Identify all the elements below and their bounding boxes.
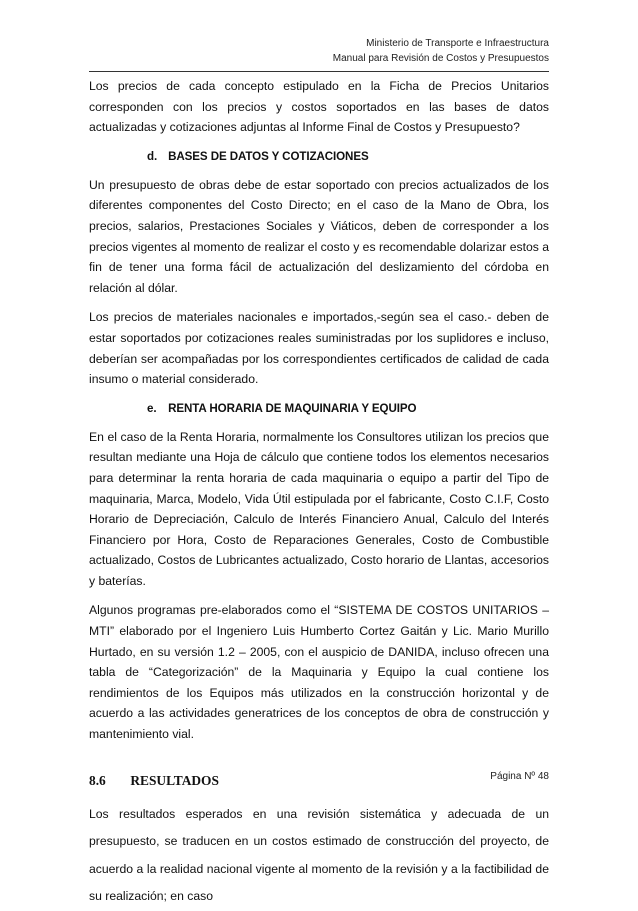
header-ministry: Ministerio de Transporte e Infraestructura [366, 38, 549, 49]
page-number: Página Nº 48 [490, 771, 549, 782]
subheading-title: RENTA HORARIA DE MAQUINARIA Y EQUIPO [168, 401, 417, 415]
section-title: RESULTADOS [130, 772, 219, 788]
section-number: 8.6 [89, 772, 106, 788]
subheading-letter: d. [147, 149, 158, 163]
subheading-letter: e. [147, 401, 157, 415]
subheading-bases-de-datos [89, 147, 549, 167]
section-heading-resultados [89, 771, 549, 791]
page-header [333, 36, 549, 66]
paragraph-programas: Algunos programas pre-elaborados como el “SISTEMA DE COSTOS UNITARIOS – MTI” elaborado por el Ingeniero Luis Humberto Cortez Gaitán y Lic. Mario Murillo Hurtado, en su versión 1.2 – 2005, con el auspicio de DANIDA, incluso ofrecen una tabla de “Categorización” de la Maquinaria y Equipo la cual contiene los rendimientos de los Equipos más utilizados en la construcción horizontal y de acuerdo a las actividades generatrices de los conceptos de obra de construcción y mantenimiento vial. [89, 603, 549, 742]
paragraph-precios-materiales: Los precios de materiales nacionales e importados,-según sea el caso.- deben de estar soportados por cotizaciones reales suministradas por los suplidores e incluso, deberían ser acompañadas por los correspondientes certificados de calidad de cada insumo o material considerado. [89, 310, 549, 387]
paragraph-precios-ficha: Los precios de cada concepto estipulado en la Ficha de Precios Unitarios corresponden con los precios y costos soportados en las bases de datos actualizadas y cotizaciones adjuntas al Informe Final de Costos y Presupuesto? [89, 79, 549, 135]
header-manual-title: Manual para Revisión de Costos y Presupuestos [332, 53, 549, 64]
paragraph-resultados: Los resultados esperados en una revisión sistemática y adecuada de un presupuesto, se traducen en un costos estimado de construcción del proyecto, de acuerdo a la realidad nacional vigente al momento de la revisión y a la factibilidad de su realización; en caso [89, 806, 549, 904]
header-divider [89, 71, 549, 72]
subheading-renta-horaria [89, 399, 549, 419]
paragraph-renta-horaria: En el caso de la Renta Horaria, normalmente los Consultores utilizan los precios que resultan mediante una Hoja de cálculo que contiene todos los elementos necesarios para determinar la renta horaria de cada maquinaria o equipo a partir del Tipo de maquinaria, Marca, Modelo, Vida Útil estipulada por el fabricante, Costo C.I.F, Costo Horario de Depreciación, Calculo de Interés Financiero Anual, Calculo del Interés Financiero por Hora, Costo de Reparaciones Generales, Costo de Combustible actualizado, Costos de Lubricantes actualizado, Costo horario de Llantas, accesorios y baterías. [89, 429, 549, 588]
subheading-title: BASES DE DATOS Y COTIZACIONES [168, 149, 369, 163]
page-body [89, 76, 549, 911]
paragraph-presupuesto-obras: Un presupuesto de obras debe de estar soportado con precios actualizados de los diferentes componentes del Costo Directo; en el caso de la Mano de Obra, los precios, salarios, Prestaciones Sociales y Viáticos, deben de corresponder a los precios vigentes al momento de realizar el costo y es recomendable dolarizar estos a fin de tener una forma fácil de actualización del deslizamiento del córdoba en relación al dólar. [89, 177, 549, 295]
